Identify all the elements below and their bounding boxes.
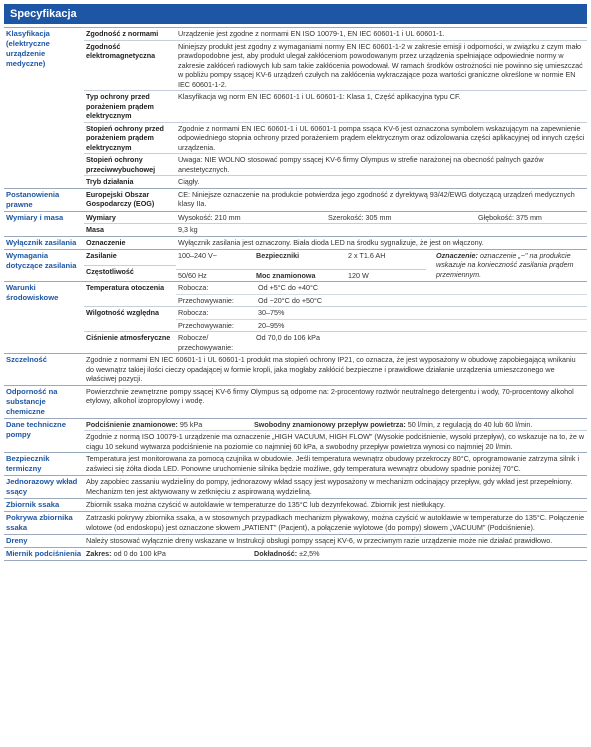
hum-operating-label: Robocza: bbox=[178, 308, 209, 318]
section-title-dane: Dane techniczne pompy bbox=[4, 418, 84, 453]
table-row bbox=[4, 224, 587, 237]
row-label: Wymiary bbox=[84, 211, 176, 224]
rated-power-label: Moc znamionowa bbox=[256, 270, 316, 280]
row-text: Należy stosować wyłącznie dreny wskazane w Instrukcji obsługi pompy ssącej KV-6, w przeciwnym razie urządzenie może nie działać prawidłowo. bbox=[84, 535, 587, 548]
section-title-warunki: Warunki środowiskowe bbox=[4, 282, 84, 354]
section-title-wylacznik: Wyłącznik zasilania bbox=[4, 236, 84, 249]
section-title-zasilanie: Wymagania dotyczące zasilania bbox=[4, 249, 84, 282]
table-row bbox=[4, 476, 587, 499]
table-row bbox=[4, 512, 587, 535]
temp-storage-label: Przechowywanie: bbox=[178, 295, 234, 305]
section-title-odpornosc: Odporność na substancje chemiczne bbox=[4, 385, 84, 418]
row-text: Temperatura jest monitorowana za pomocą czujnika w obudowie. Jeśli temperatura wewnątrz obudowy przekroczy 80°C, oprogramowanie zatrzyma silnik i zaświeci się żółta dioda LED. Ponowne uruchomienie silnika będzie możliwe, gdy temperatura wewnątrz obudowy spadnie poniżej 70°C. bbox=[84, 453, 587, 476]
row-text: Zatrzaski pokrywy zbiornika ssaka, a w stosownych przypadkach mechanizm pływakowy, można czyścić w autoklawie w temperaturze do 135°C. Połączenie wlotowe (od endoskopu) jest oznaczone słowem „PATIENT" (Pacjent), a połączenie wylotowe (do pompy) słowem „VACUUM" (Podciśnienie). bbox=[84, 512, 587, 535]
row-text: Zgodnie z normami EN IEC 60601-1 i UL 60601-1 produkt ma stopień ochrony IP21, co oznacza, że jest wyposażony w obudowę zapobiegającą wnikaniu do wewnątrz takiej ilości cieczy opadającej w formie kropli, jaka mogłaby zakłócić bezpieczne i prawidłowe działanie urządzenia umieszczonego we właściwej pozycji. bbox=[84, 354, 587, 386]
dimensions-values bbox=[176, 211, 587, 224]
row-label: Zasilanie bbox=[84, 249, 176, 265]
accuracy-value: ±2,5% bbox=[297, 549, 320, 559]
spec-header bbox=[4, 4, 587, 24]
table-row bbox=[4, 307, 587, 332]
section-title-klasyfikacja: Klasyfikacja (elektryczne urządzenie medyczne) bbox=[4, 28, 84, 189]
fuses-value: 2 x T1.6 AH bbox=[348, 250, 386, 260]
table-row bbox=[4, 548, 587, 561]
mass-value: 9,3 kg bbox=[176, 224, 587, 237]
table-row bbox=[4, 431, 587, 453]
section-title-szczelnosc: Szczelność bbox=[4, 354, 84, 386]
pressure-value: Od 70,0 do 106 kPa bbox=[256, 333, 320, 343]
table-row bbox=[4, 188, 587, 211]
table-row bbox=[4, 91, 587, 123]
range-label: Zakres: bbox=[86, 549, 112, 559]
table-row bbox=[4, 535, 587, 548]
section-title-dreny: Dreny bbox=[4, 535, 84, 548]
table-row bbox=[4, 154, 587, 176]
row-label: Typ ochrony przed porażeniem prądem elektrycznym bbox=[84, 91, 176, 123]
table-row bbox=[4, 176, 587, 189]
rated-power-value: 120 W bbox=[348, 270, 369, 280]
accuracy-label: Dokładność: bbox=[254, 549, 298, 559]
airflow-label: Swobodny znamionowy przepływ powietrza: bbox=[254, 419, 406, 429]
airflow-value: 50 l/min, z regulacją do 40 lub 60 l/min. bbox=[405, 419, 533, 429]
row-text: Urządzenie jest zgodne z normami EN ISO 10079-1, EN IEC 60601-1 i UL 60601-1. bbox=[176, 28, 587, 41]
dimension-depth: Głębokość: 375 mm bbox=[478, 212, 542, 222]
power-note bbox=[426, 250, 587, 282]
row-label: Częstotliwość bbox=[84, 265, 176, 281]
row-label: Stopień ochrony przeciwwybuchowej bbox=[84, 154, 176, 176]
row-label: Tryb działania bbox=[84, 176, 176, 189]
row-text: Wyłącznik zasilania jest oznaczony. Biała dioda LED na środku sygnalizuje, że jest on włączony. bbox=[176, 236, 587, 249]
section-title-jednorazowy: Jednorazowy wkład ssący bbox=[4, 476, 84, 499]
dimension-height: Wysokość: 210 mm bbox=[178, 212, 241, 222]
row-label: Zgodność elektromagnetyczna bbox=[84, 40, 176, 91]
pressure-values bbox=[176, 332, 587, 354]
humidity-values bbox=[176, 307, 587, 332]
temp-storage-value: Od −20°C do +50°C bbox=[258, 295, 323, 305]
section-title-miernik: Miernik podciśnienia bbox=[4, 548, 84, 561]
page-title: Specyfikacja bbox=[10, 8, 77, 20]
table-row bbox=[4, 385, 587, 418]
hum-storage-value: 20–95% bbox=[258, 320, 285, 330]
row-label: Europejski Obszar Gospodarczy (EOG) bbox=[84, 188, 176, 211]
temperature-values bbox=[176, 282, 587, 307]
power-note-label: Oznaczenie: bbox=[436, 250, 478, 260]
section-title-zbiornik: Zbiornik ssaka bbox=[4, 499, 84, 512]
power-supply-value: 100–240 V~ bbox=[178, 250, 217, 260]
table-row bbox=[4, 332, 587, 354]
frequency-value: 50/60 Hz bbox=[178, 270, 207, 280]
power-note-text: oznaczenie „~" na produkcie wskazuje na konieczność zasilania prądem przemiennym. bbox=[436, 250, 574, 279]
table-row bbox=[4, 122, 587, 154]
power-block bbox=[176, 249, 587, 282]
row-text: Zgodnie z normami EN IEC 60601-1 i UL 60601-1 pompa ssąca KV-6 jest oznaczona symbolem wskazującym na zapewnienie odpowiedniego stopnia ochrony przed porażeniem prądem elektrycznym oraz odizolowania części aplikacyjnej od innych części urządzenia. bbox=[176, 122, 587, 154]
vacuum-value: 95 kPa bbox=[177, 419, 203, 429]
row-label: Wilgotność względna bbox=[84, 307, 176, 332]
table-row bbox=[4, 354, 587, 386]
temp-operating-value: Od +5°C do +40°C bbox=[258, 283, 319, 293]
row-text: Zgodnie z normą ISO 10079-1 urządzenie ma oznaczenie „HIGH VACUUM, HIGH FLOW" (Wysokie podciśnienie, wysoki przepływ), co wskazuje na to, że w ciągu 10 sekund wytwarza podciśnienie na poziomie co najmniej 60 kPa, a swobodny przepływ powietrza wynosi co najmniej 20 l/min. bbox=[84, 431, 587, 453]
row-text: Niniejszy produkt jest zgodny z wymaganiami normy EN IEC 60601-1-2 w zakresie emisji i odporności, w związku z czym mało prawdopodobne jest, aby produkt ulegał zakłóceniom powodowanym przez urządzenia spełniające odpowiednie normy w zakresie zakłóceń radiowych lub sam takie zakłócenia powodował. W ramach środków ostrożności nie powinno się umieszczać w pobliżu pompy ssącej KV-6 urządzeń czułych na zakłócenia wykraczające poza wartości graniczne określone w normie EN IEC 60601-1-2. bbox=[176, 40, 587, 91]
row-label: Oznaczenie bbox=[84, 236, 176, 249]
fuses-label: Bezpieczniki bbox=[256, 250, 300, 260]
pump-ratings bbox=[84, 418, 587, 431]
section-title-wymiary: Wymiary i masa bbox=[4, 211, 84, 236]
row-text: Klasyfikacja wg norm EN IEC 60601-1 i UL 60601-1: Klasa 1, Część aplikacyjna typu CF. bbox=[176, 91, 587, 123]
range-value: od 0 do 100 kPa bbox=[111, 549, 166, 559]
row-label: Stopień ochrony przed porażeniem prądem elektrycznym bbox=[84, 122, 176, 154]
hum-operating-value: 30–75% bbox=[258, 308, 285, 318]
table-row bbox=[4, 418, 587, 431]
row-text: Ciągły. bbox=[176, 176, 587, 189]
table-row bbox=[4, 236, 587, 249]
row-label: Temperatura otoczenia bbox=[84, 282, 176, 307]
hum-storage-label: Przechowywanie: bbox=[178, 320, 234, 330]
row-text: Zbiornik ssaka można czyścić w autoklawie w temperaturze do 135°C lub dezynfekować. Zbiornik jest nietłukący. bbox=[84, 499, 587, 512]
temp-operating-label: Roboczа: bbox=[178, 283, 209, 293]
row-label: Ciśnienie atmosferyczne bbox=[84, 332, 176, 354]
row-text: Uwaga: NIE WOLNO stosować pompy ssącej KV-6 firmy Olympus w strefie narażonej na obecność palnych gazów anestetycznych. bbox=[176, 154, 587, 176]
dimension-width: Szerokość: 305 mm bbox=[328, 212, 392, 222]
row-label: Masa bbox=[84, 224, 176, 237]
section-title-bezpiecznik: Bezpiecznik termiczny bbox=[4, 453, 84, 476]
table-row bbox=[4, 499, 587, 512]
section-title-pokrywa: Pokrywa zbiornika ssaka bbox=[4, 512, 84, 535]
table-row bbox=[4, 249, 587, 265]
spec-table bbox=[4, 27, 587, 561]
row-text: Powierzchnie zewnętrzne pompy ssącej KV-6 firmy Olympus są odporne na: 2-procentowy roztwór neutralnego detergentu i wody, 70-procentowy alkohol etylowy, alkohol izopropylowy i wodę. bbox=[84, 385, 587, 418]
section-title-postanowienia: Postanowienia prawne bbox=[4, 188, 84, 211]
table-row bbox=[4, 28, 587, 41]
row-text: CE: Niniejsze oznaczenie na produkcie potwierdza jego zgodność z dyrektywą 93/42/EWG dotyczącą urządzeń medycznych klasy IIa. bbox=[176, 188, 587, 211]
table-row bbox=[4, 453, 587, 476]
gauge-values bbox=[84, 548, 587, 561]
table-row bbox=[4, 211, 587, 224]
table-row bbox=[4, 282, 587, 307]
vacuum-label: Podciśnienie znamionowe: bbox=[86, 419, 178, 429]
row-label: Zgodność z normami bbox=[84, 28, 176, 41]
row-text: Aby zapobiec zassaniu wydzieliny do pompy, jednorazowy wkład ssący jest wyposażony w mechanizm odcinający przepływ, gdy wkład jest przepełniony. Mechanizm ten jest aktywowany w zetknięciu z aspirowaną wydzieliną. bbox=[84, 476, 587, 499]
table-row bbox=[4, 40, 587, 91]
pressure-label: Robocze/ przechowywanie: bbox=[178, 333, 234, 352]
